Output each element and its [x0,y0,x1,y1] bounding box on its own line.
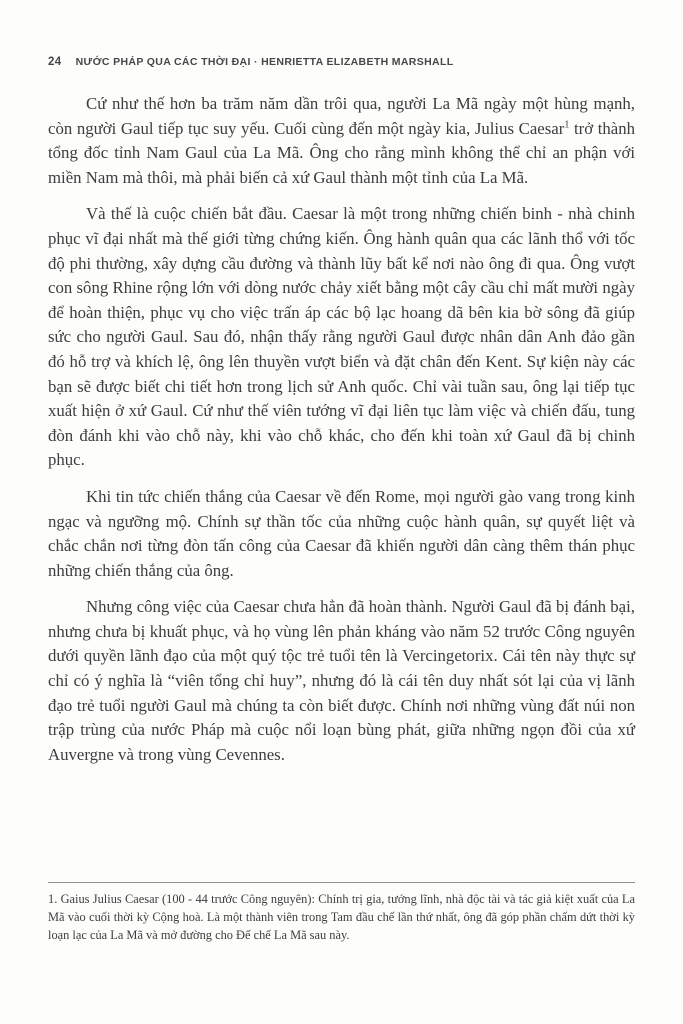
paragraph-1 [48,92,635,190]
paragraph-2: Và thế là cuộc chiến bắt đầu. Caesar là một trong những chiến binh - nhà chinh phục vĩ đại nhất mà thế giới từng chứng kiến. Ông hành quân qua các lãnh thổ với tốc độ phi thường, xây dựng cầu đường và thành lũy bất kể nơi nào ông đi qua. Ông vượt con sông Rhine rộng lớn với dòng nước chảy xiết bằng một cây cầu chỉ mất mười ngày để hoàn thiện, phục vụ cho việc trấn áp các bộ lạc hoang dã bên kia bờ sông đã giúp sức cho người Gaul. Sau đó, nhận thấy rằng người Gaul được nhân dân Anh đảo gần đó hỗ trợ và khích lệ, ông lên thuyền vượt biển và đặt chân đến Kent. Sự kiện này các bạn sẽ được biết chi tiết hơn trong lịch sử Anh quốc. Chỉ vài tuần sau, ông lại tiếp tục xuất hiện ở xứ Gaul. Cứ như thế viên tướng vĩ đại liên tục làm việc và chiến đấu, tung đòn đánh khi vào chỗ này, khi vào chỗ khác, cho đến khi toàn xứ Gaul đã bị chinh phục. [48,204,635,470]
paragraph-4: Nhưng công việc của Caesar chưa hẳn đã hoàn thành. Người Gaul đã bị đánh bại, nhưng chưa bị khuất phục, và họ vùng lên phản kháng vào năm 52 trước Công nguyên dưới quyền lãnh đạo của một quý tộc trẻ tuổi tên là Vercingetorix. Cái tên này thực sự chỉ có ý nghĩa là “viên tổng chỉ huy”, nhưng đó là cái tên duy nhất sót lại của vị lãnh đạo trẻ tuổi người Gaul mà chúng ta còn biết được. Chính nơi những vùng đất núi non trập trùng của nước Pháp mà cuộc nổi loạn bùng phát, giữa những ngọn đồi của xứ Auvergne và trong vùng Cevennes. [48,597,635,764]
footnote [48,882,635,944]
page-header [48,56,635,68]
paragraph-3: Khi tin tức chiến thắng của Caesar về đến Rome, mọi người gào vang trong kinh ngạc và ngưỡng mộ. Chính sự thần tốc của những cuộc hành quân, sự quyết liệt và chắc chắn nơi từng đòn tấn công của Caesar đã khiến người dân càng thêm thán phục những chiến thắng của ông. [48,486,635,580]
footnote-text: 1. Gaius Julius Caesar (100 - 44 trước Công nguyên): Chính trị gia, tướng lĩnh, nhà độc tài và tác giả kiệt xuất của La Mã vào cuối thời kỳ Cộng hoà. Là một thành viên trong Tam đầu chế lần thứ nhất, ông đã góp phần chấm dứt thời kỳ loạn lạc của La Mã và mở đường cho Đế chế La Mã sau này. [48,892,635,942]
running-title: NƯỚC PHÁP QUA CÁC THỜI ĐẠI · HENRIETTA ELIZABETH MARSHALL [75,56,454,68]
page-number: 24 [48,56,62,68]
footnote-divider [48,882,635,883]
body-text [48,92,635,767]
paragraph-1-text-after-note: trở thành tổng đốc tỉnh Nam Gaul của La Mã. Ông cho rằng mình không thể chỉ an phận với miền Nam mà thôi, mà phải biến cả xứ Gaul thành một tỉnh của La Mã. [48,118,635,187]
paragraph-1-text-before-note: Cứ như thế hơn ba trăm năm dần trôi qua, người La Mã ngày một hùng mạnh, còn người Gaul tiếp tục suy yếu. Cuối cùng đến một ngày kia, Julius Caesar [48,94,635,138]
footnote-reference-marker: 1 [564,119,570,130]
